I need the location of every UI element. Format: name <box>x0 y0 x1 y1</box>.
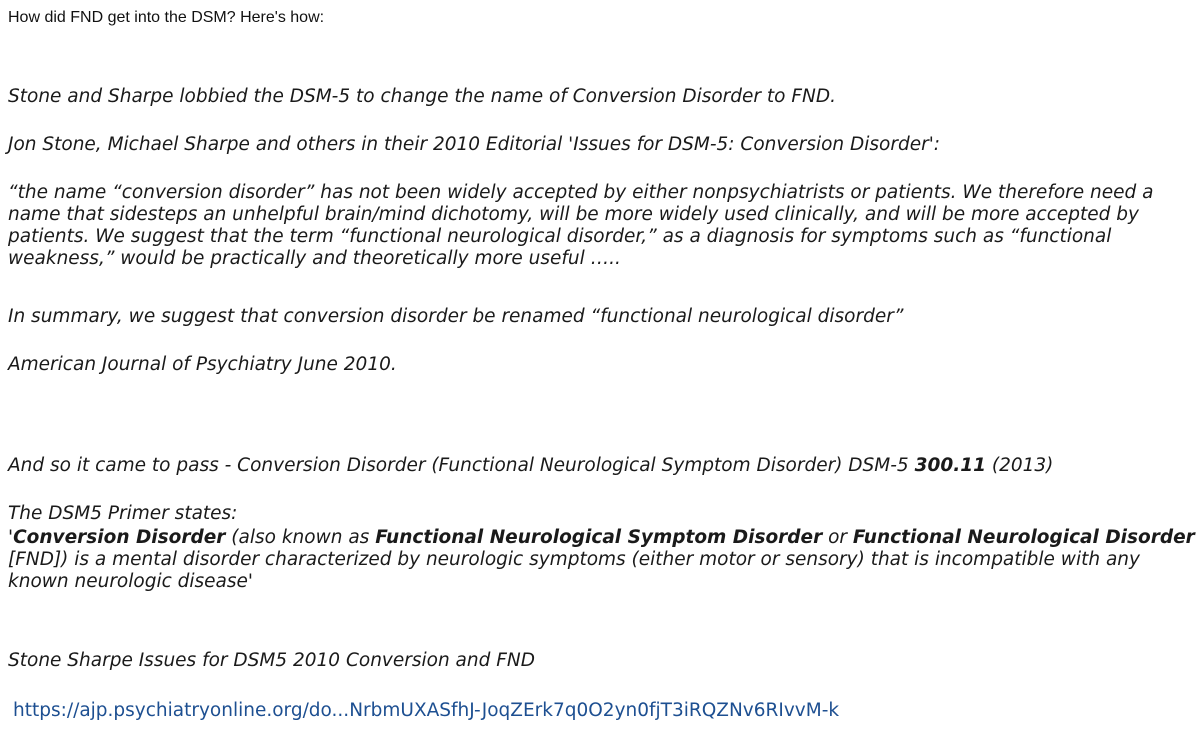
term-conversion-disorder: Conversion Disorder <box>13 527 226 548</box>
source-title: Stone Sharpe Issues for DSM5 2010 Conversion and FND <box>8 650 535 671</box>
summary-quote: In summary, we suggest that conversion disorder be renamed “functional neurological disorder” <box>8 306 904 327</box>
primer-definition <box>8 527 1196 593</box>
definition-open-quote: ' <box>8 527 14 548</box>
definition-rest: [FND]) is a mental disorder characterized by neurologic symptoms (either motor or sensory) that is incompatible with any known neurologic disease' <box>8 549 1140 592</box>
journal-reference: American Journal of Psychiatry June 2010. <box>8 354 397 375</box>
source-link[interactable]: https://ajp.psychiatryonline.org/do...NrbmUXASfhJ-JoqZErk7q0O2yn0fjT3iRQZNv6RIvvM-k <box>13 700 840 721</box>
editorial-citation: Jon Stone, Michael Sharpe and others in their 2010 Editorial 'Issues for DSM-5: Conversion Disorder': <box>8 134 941 155</box>
editorial-quote: “the name “conversion disorder” has not been widely accepted by either nonpsychiatrists or patients. We therefore need a name that sidesteps an unhelpful brain/mind dichotomy, will be more widely used clinically, and will be more accepted by patients. We suggest that the term “functional neurological disorder,” as a diagnosis for symptoms such as “functional weakness,” would be practically and theoretically more useful ….. <box>8 182 1154 269</box>
pass-text-before: And so it came to pass - Conversion Disorder (Functional Neurological Symptom Disorder) DSM-5 <box>8 455 915 476</box>
dsm-code: 300.11 <box>914 455 986 476</box>
term-fnsd: Functional Neurological Symptom Disorder <box>375 527 823 548</box>
intro-heading: How did FND get into the DSM? Here's how: <box>8 9 325 26</box>
definition-mid-1: (also known as <box>225 527 376 548</box>
primer-intro: The DSM5 Primer states: <box>8 503 238 524</box>
definition-mid-2: or <box>822 527 853 548</box>
lobby-statement: Stone and Sharpe lobbied the DSM-5 to change the name of Conversion Disorder to FND. <box>8 86 836 107</box>
term-fnd: Functional Neurological Disorder <box>852 527 1195 548</box>
pass-text-after: (2013) <box>985 455 1054 476</box>
dsm-pass-statement <box>8 455 1053 477</box>
